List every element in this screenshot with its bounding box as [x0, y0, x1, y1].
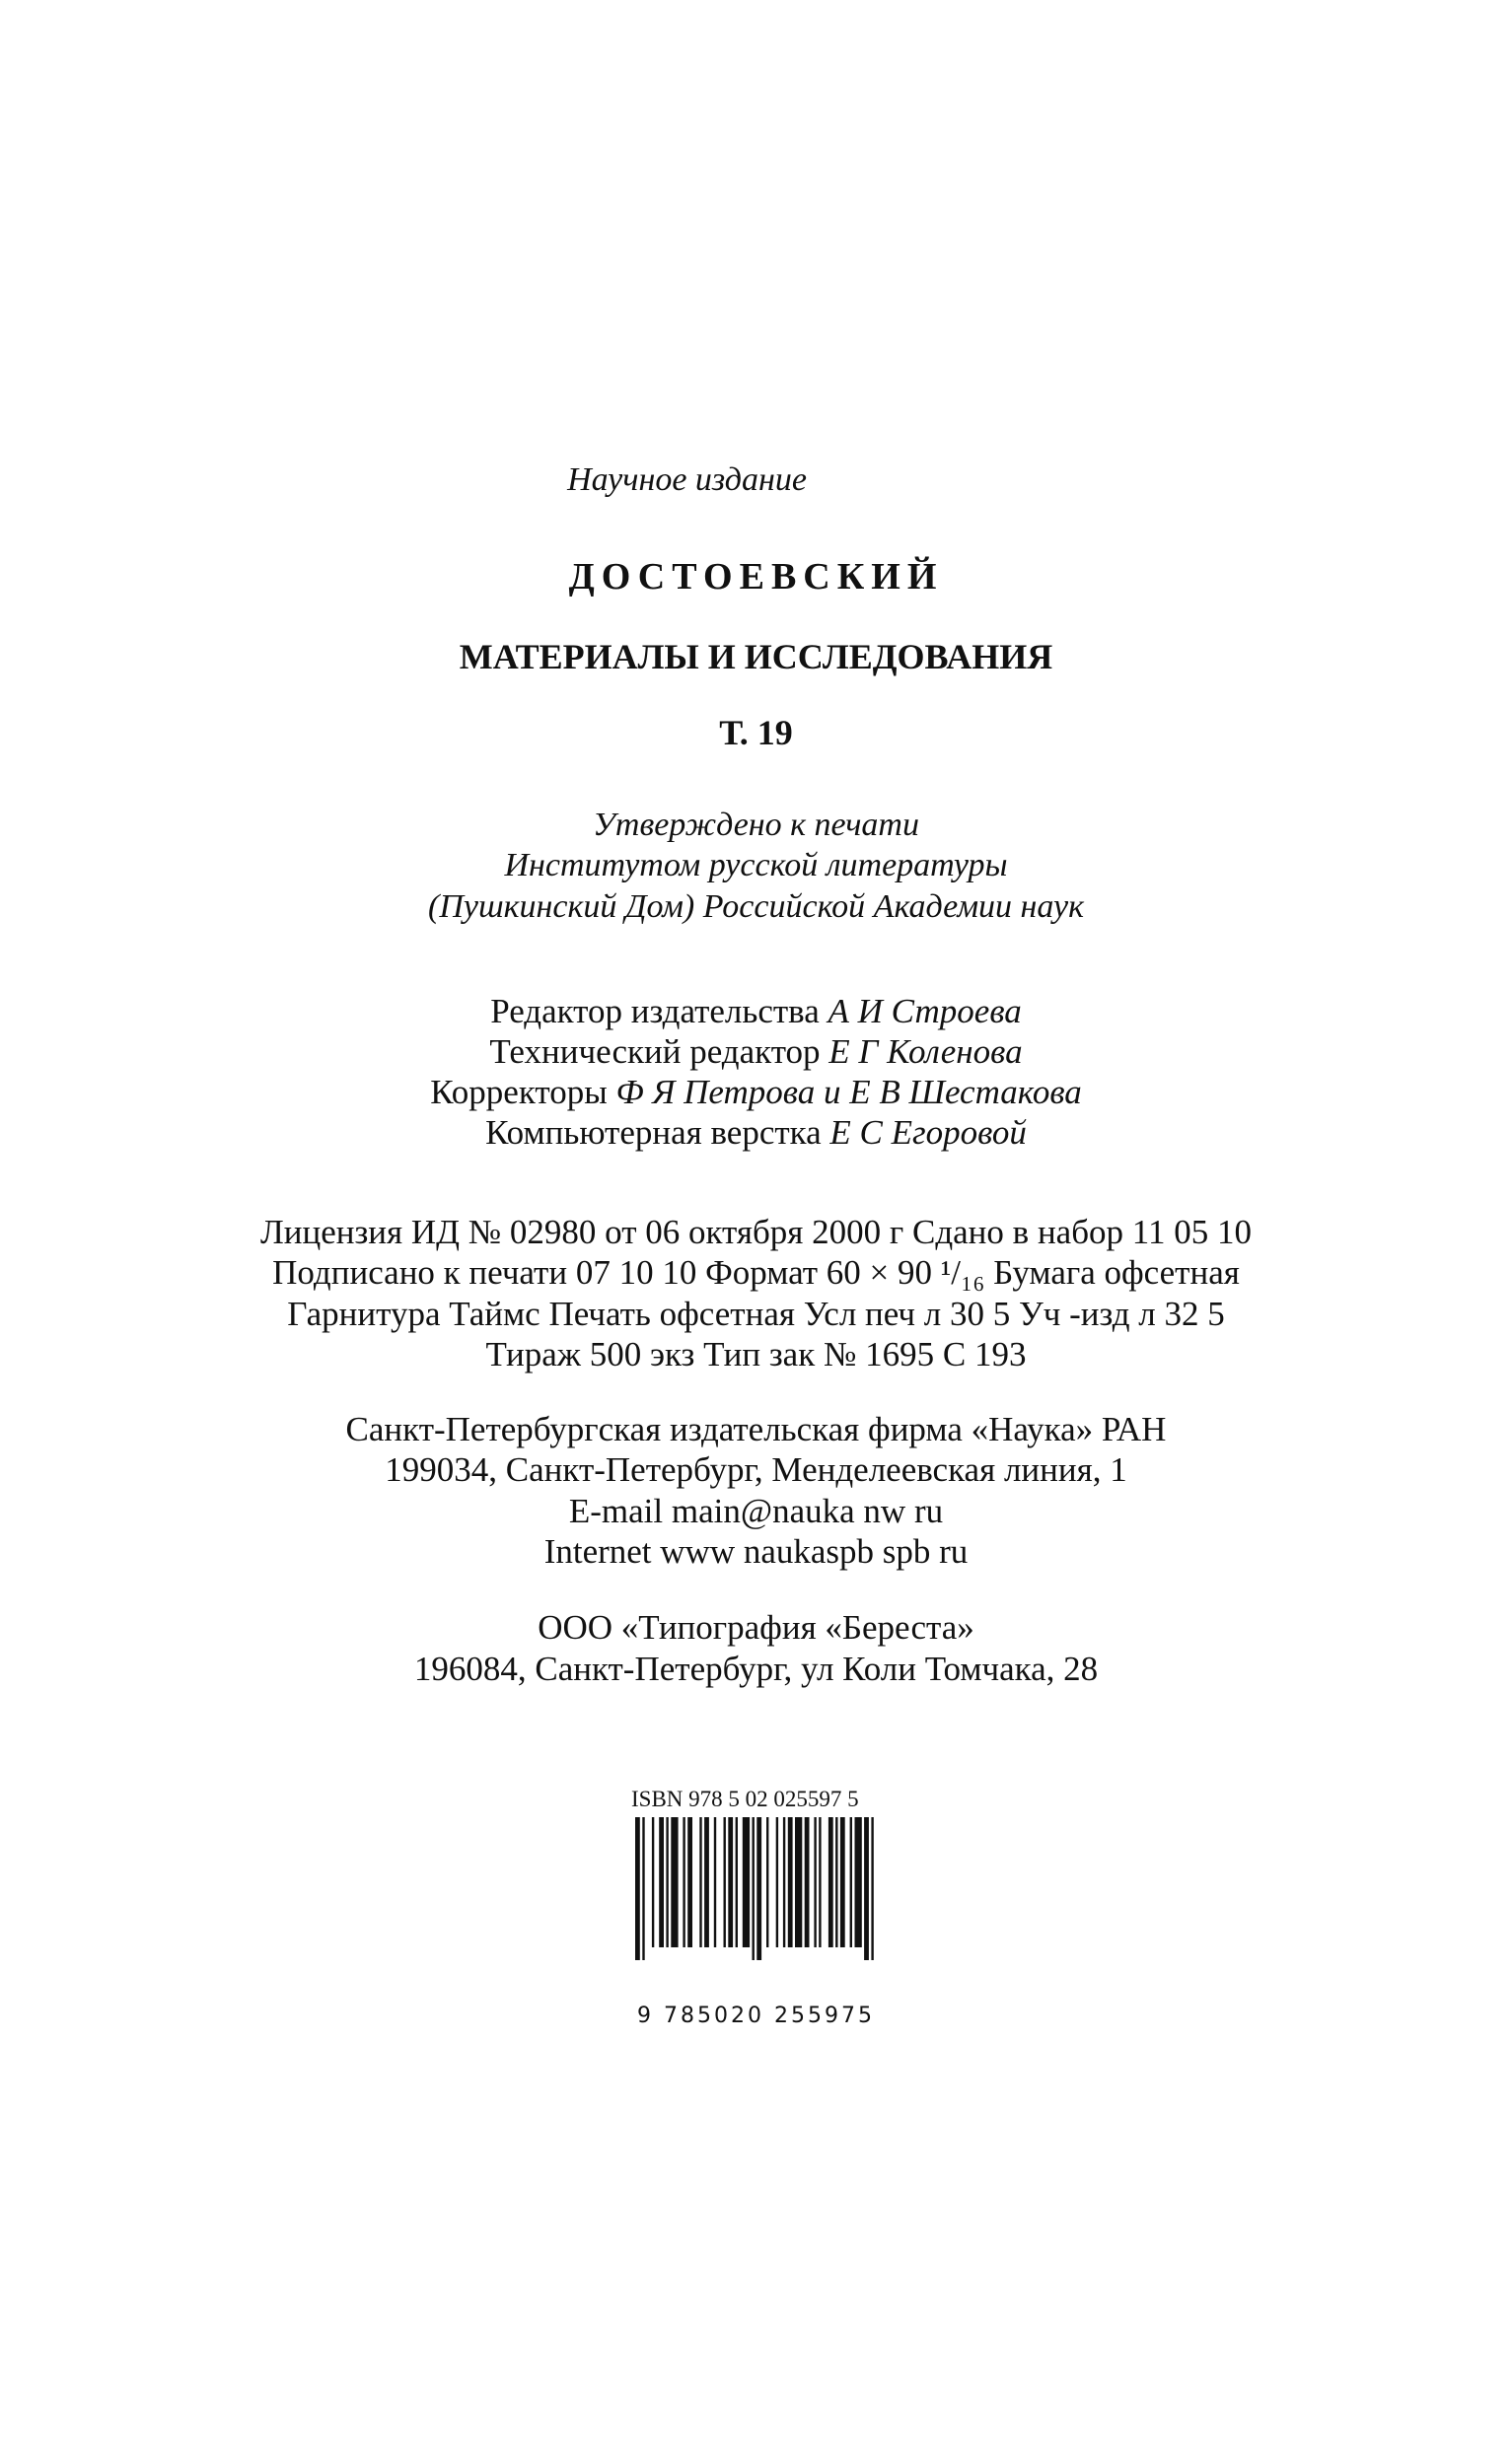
book-author: ДОСТОЕВСКИЙ: [568, 556, 944, 598]
volume-number: Т. 19: [719, 713, 793, 752]
publisher-line: Internet www naukaspb spb ru: [543, 1532, 969, 1571]
barcode-bar: [850, 1817, 852, 1947]
barcode-bar: [788, 1817, 793, 1947]
barcode-bar: [753, 1817, 755, 1960]
barcode-bar: [704, 1817, 709, 1947]
barcode-bar: [840, 1817, 845, 1947]
barcode-right-digits: 255975: [774, 2004, 875, 2028]
barcode-bar: [699, 1817, 701, 1947]
staff-line: [0, 994, 1512, 1028]
staff-names: Е Г Коленова: [828, 1032, 1023, 1071]
book-series-title: МАТЕРИАЛЫ И ИССЛЕДОВАНИЯ: [459, 637, 1053, 676]
barcode-bar: [671, 1817, 678, 1947]
publisher-line: Санкт-Петербургская издательская фирма «Наука» РАН: [345, 1410, 1167, 1448]
printer-line: 196084, Санкт-Петербург, ул Коли Томчака, 28: [413, 1650, 1099, 1688]
staff-names: Е С Егоровой: [829, 1113, 1027, 1152]
barcode-bar: [659, 1817, 664, 1947]
technical-line: Подписано к печати 07 10 10 Формат 60 × 90 ¹/₁₆ Бумага офсетная: [272, 1253, 1240, 1292]
technical-line: Гарнитура Таймс Печать офсетная Усл печ л 30 5 Уч -изд л 32 5: [287, 1295, 1225, 1333]
approval-line: (Пушкинский Дом) Российской Академии наук: [428, 888, 1084, 925]
barcode-bar: [835, 1817, 837, 1947]
publisher-line: 199034, Санкт-Петербург, Менделеевская линия, 1: [385, 1450, 1127, 1489]
barcode-bar: [828, 1817, 833, 1947]
barcode-bar: [795, 1817, 802, 1947]
staff-role: Компьютерная верстка: [485, 1113, 822, 1152]
barcode-bar: [871, 1817, 873, 1960]
barcode-left-digits: 785020: [664, 2004, 764, 2028]
approval-line: Институтом русской литературы: [504, 847, 1008, 883]
staff-role: Технический редактор: [489, 1032, 821, 1071]
publisher-line: E-mail main@nauka nw ru: [568, 1492, 944, 1530]
barcode-bar: [687, 1817, 692, 1947]
barcode-bar: [864, 1817, 869, 1960]
printer-line: ООО «Типография «Береста»: [538, 1608, 974, 1647]
barcode-bar: [756, 1817, 761, 1960]
barcode-bar: [855, 1817, 862, 1947]
barcode-bar: [666, 1817, 668, 1947]
barcode-bar: [724, 1817, 726, 1947]
staff-role: Корректоры: [430, 1073, 608, 1111]
barcode-bar: [652, 1817, 654, 1947]
isbn-label: ISBN 978 5 02 025597 5: [631, 1787, 859, 1811]
staff-line: [0, 1115, 1512, 1150]
barcode-bar: [814, 1817, 816, 1947]
staff-line: [0, 1034, 1512, 1069]
barcode-bar: [819, 1817, 821, 1947]
barcode-bar: [736, 1817, 738, 1947]
barcode-bar: [776, 1817, 778, 1947]
barcode-first-digit: 9: [637, 2004, 655, 2028]
barcode-bar: [783, 1817, 785, 1947]
barcode-bar: [805, 1817, 810, 1947]
barcode-icon: [631, 1817, 896, 1960]
barcode-bar: [683, 1817, 684, 1947]
barcode-bar: [635, 1817, 640, 1960]
edition-type: Научное издание: [567, 461, 807, 498]
barcode-bar: [743, 1817, 750, 1947]
barcode-bar: [714, 1817, 716, 1947]
technical-line: Лицензия ИД № 02980 от 06 октября 2000 г Сдано в набор 11 05 10: [260, 1213, 1252, 1251]
staff-names: Ф Я Петрова и Е В Шестакова: [615, 1073, 1082, 1111]
barcode-bar: [766, 1817, 768, 1947]
approval-line: Утверждено к печати: [593, 807, 919, 843]
barcode-digits: [0, 2006, 1512, 2027]
staff-role: Редактор издательства: [490, 992, 820, 1030]
staff-names: А И Строева: [828, 992, 1022, 1030]
barcode-bar: [642, 1817, 644, 1960]
staff-line: [0, 1075, 1512, 1109]
technical-line: Тираж 500 экз Тип зак № 1695 С 193: [485, 1335, 1027, 1373]
barcode-bar: [728, 1817, 733, 1947]
